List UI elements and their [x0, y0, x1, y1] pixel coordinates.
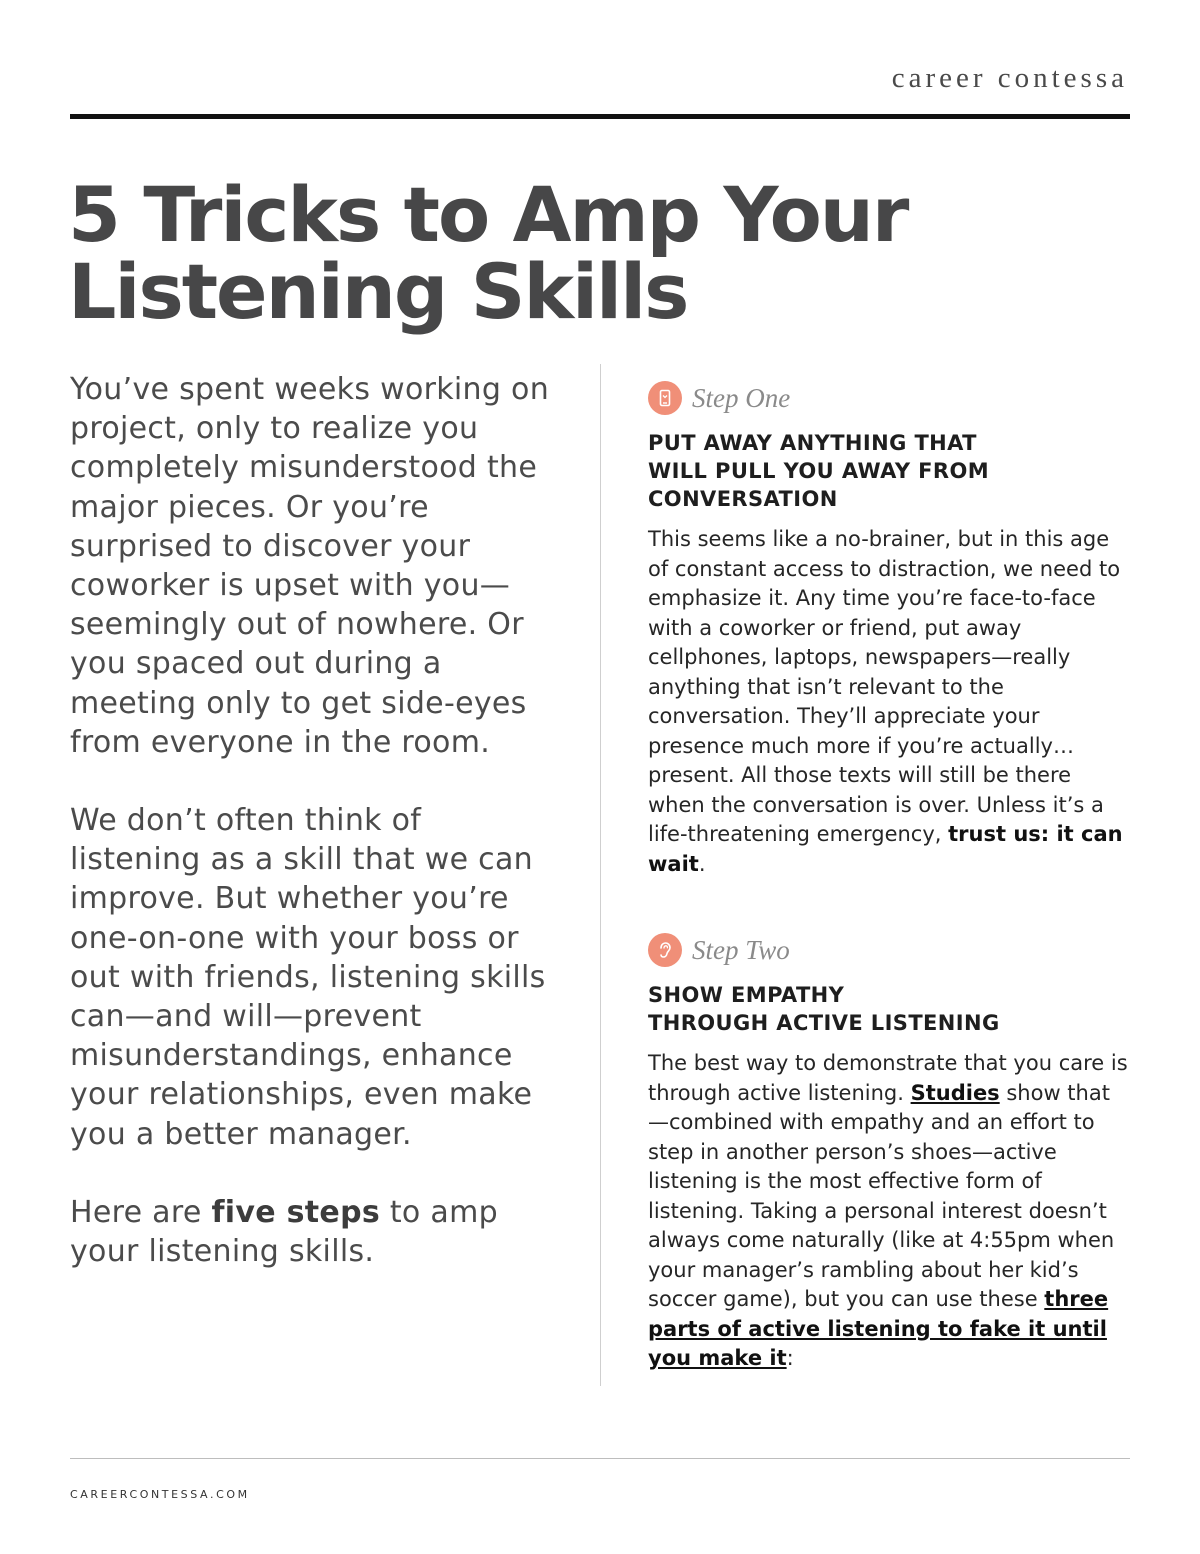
step-one-body [648, 525, 1128, 879]
phone-icon [648, 381, 682, 415]
step-one-heading [648, 429, 1128, 513]
page-title [68, 170, 1068, 336]
intro-paragraph-1: You’ve spent weeks working on project, only to realize you completely misunderstood the major pieces. Or you’re surprised to discover your coworker is upset with you—seemingly out of nowhere. Or you spaced out during a meeting only to get side-eyes from everyone in the room. [70, 372, 550, 760]
intro-p3-tail: to amp your listening skills. [70, 1194, 498, 1270]
header-divider [70, 114, 1130, 119]
footer-divider [70, 1458, 1130, 1459]
intro-p3-emphasis: five steps [211, 1194, 380, 1230]
step-one-header [648, 378, 1128, 418]
step-one-emphasis: trust us: it can wait [648, 822, 1123, 876]
step-two-heading-line-1: SHOW EMPATHY [648, 983, 845, 1007]
step-one-end: . [698, 851, 706, 876]
ear-icon [648, 933, 682, 967]
intro-paragraph-2: We don’t often think of listening as a skill that we can improve. But whether you’re one-on-one with your boss or out with friends, listening skills can—and will—prevent misunderstandings, enhance your relationships, even make you a better manager. [70, 803, 546, 1152]
step-two-label: Step Two [692, 934, 790, 965]
step-two-header [648, 930, 1128, 970]
brand-logo: career contessa [891, 62, 1128, 94]
step-one-heading-line-2: WILL PULL YOU AWAY FROM [648, 459, 989, 483]
step-two-end: : [786, 1346, 794, 1370]
intro-column [70, 370, 560, 1271]
step-one-heading-line-3: CONVERSATION [648, 487, 838, 511]
step-two-body [648, 1049, 1128, 1374]
step-one-label: Step One [692, 382, 791, 413]
active-listening-link[interactable]: three parts of active listening to fake it until you make it [648, 1287, 1109, 1370]
title-line-1: 5 Tricks to Amp Your [68, 170, 908, 259]
step-two-section [648, 930, 1128, 1374]
intro-p3-lead: Here are [70, 1194, 212, 1230]
step-one-heading-line-1: PUT AWAY ANYTHING THAT [648, 431, 977, 455]
step-one-text: This seems like a no-brainer, but in this age of constant access to distraction, we need to emphasize it. Any time you’re face-to-face with a coworker or friend, put away cellphones, laptops, newspapers—really anything that isn’t relevant to the conversation. They’ll appreciate your presence much more if you’re actually… present. All those texts will still be there when the conversation is over. Unless it’s a life-threatening emergency, [648, 527, 1121, 846]
intro-paragraph-3 [70, 1193, 560, 1271]
title-line-2: Listening Skills [68, 247, 688, 336]
step-two-text-start: The best way to demonstrate that you care is through active listening. [648, 1051, 1128, 1105]
step-two-heading [648, 981, 1128, 1037]
step-one-section [648, 378, 1128, 879]
step-two-heading-line-2: THROUGH ACTIVE LISTENING [648, 1011, 1000, 1035]
footer-site: CAREERCONTESSA.COM [70, 1488, 250, 1501]
studies-link[interactable]: Studies [910, 1080, 1000, 1105]
column-divider [600, 364, 601, 1386]
step-two-text-middle: show that—combined with empathy and an effort to step in another person’s shoes—active listening is the most effective form of listening. Taking a personal interest doesn’t always come naturally (like at 4:55pm when your manager’s rambling about her kid’s soccer game), but you can use these [648, 1080, 1115, 1311]
